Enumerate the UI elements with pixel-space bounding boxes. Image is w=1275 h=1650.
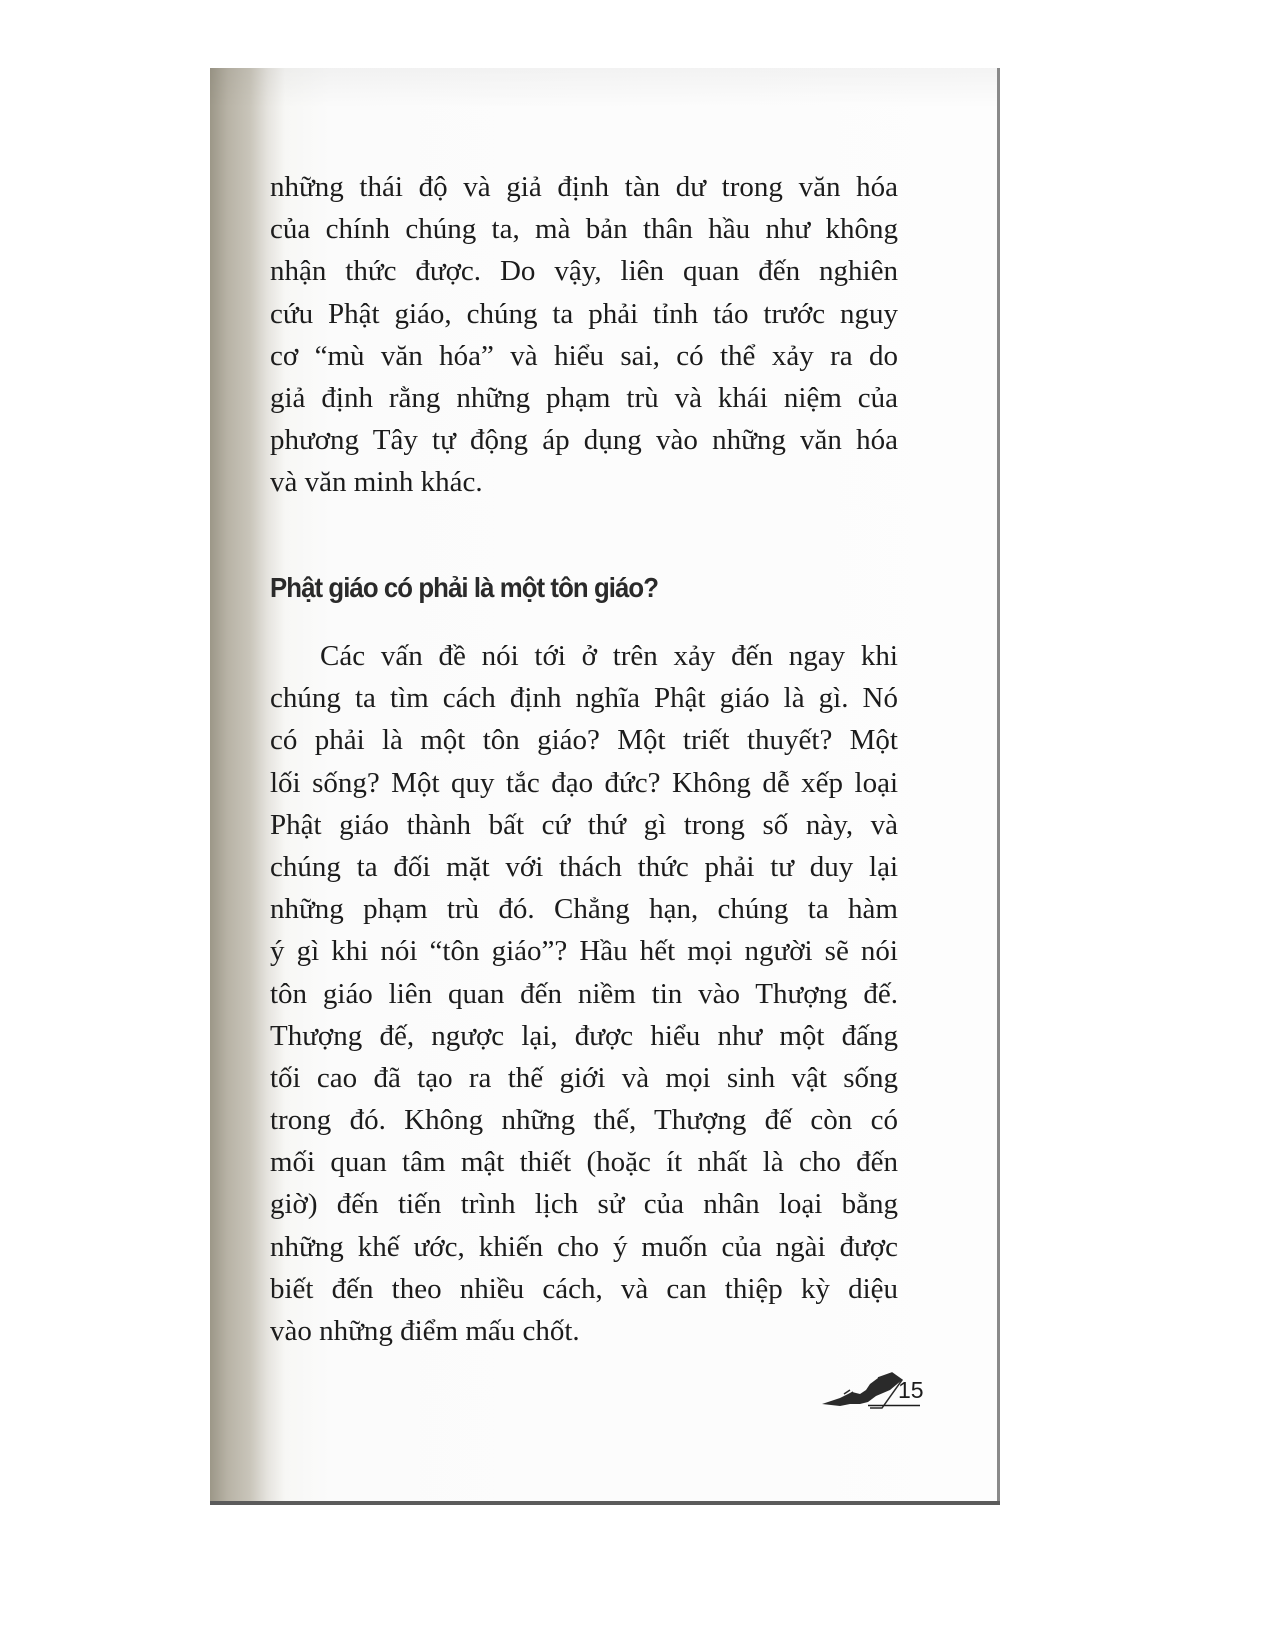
text-line: tôn giáo liên quan đến niềm tin vào Thượng đế. <box>270 977 898 1010</box>
page-shadow <box>210 68 1000 108</box>
text-line: mối quan tâm mật thiết (hoặc ít nhất là cho đến <box>270 1146 898 1179</box>
text-line: tối cao đã tạo ra thế giới và mọi sinh vật sống <box>270 1061 898 1094</box>
text-line: những phạm trù đó. Chẳng hạn, chúng ta hàm <box>270 893 898 926</box>
text-line: chúng ta tìm cách định nghĩa Phật giáo là gì. Nó <box>270 682 898 715</box>
text-line: phương Tây tự động áp dụng vào những văn hóa <box>270 424 898 457</box>
paragraph-1 <box>270 166 898 504</box>
section-heading: Phật giáo có phải là một tôn giáo? <box>270 572 659 603</box>
text-line: chúng ta đối mặt với thách thức phải tư duy lại <box>270 850 898 883</box>
text-line: vào những điểm mấu chốt. <box>270 1315 580 1347</box>
text-line: những khế ước, khiến cho ý muốn của ngài được <box>270 1230 898 1263</box>
text-line: cơ “mù văn hóa” và hiểu sai, có thể xảy ra do <box>270 339 898 372</box>
folio-rule <box>868 1404 920 1407</box>
text-line: nhận thức được. Do vậy, liên quan đến nghiên <box>270 255 898 288</box>
text-line: có phải là một tôn giáo? Một triết thuyết? Một <box>270 724 898 757</box>
text-line: Các vấn đề nói tới ở trên xảy đến ngay khi <box>320 640 898 672</box>
text-line: những thái độ và giả định tàn dư trong văn hóa <box>270 171 898 203</box>
text-line: ý gì khi nói “tôn giáo”? Hầu hết mọi người sẽ nói <box>270 935 898 968</box>
text-line: của chính chúng ta, mà bản thân hầu như không <box>270 213 898 246</box>
text-line: Phật giáo thành bất cứ thứ gì trong số này, và <box>270 808 898 841</box>
text-line: giả định rằng những phạm trù và khái niệm của <box>270 381 898 414</box>
text-line: Thượng đế, ngược lại, được hiểu như một đấng <box>270 1019 898 1052</box>
page-edge-bottom <box>210 1501 1000 1505</box>
text-line: lối sống? Một quy tắc đạo đức? Không dễ xếp loại <box>270 766 898 799</box>
text-line: trong đó. Không những thế, Thượng đế còn có <box>270 1104 898 1137</box>
text-line: và văn minh khác. <box>270 466 483 499</box>
page-edge-right <box>997 68 1000 1505</box>
paragraph-2 <box>270 635 898 1352</box>
text-line: biết đến theo nhiều cách, và can thiệp kỳ diệu <box>270 1272 898 1305</box>
page-number: 15 <box>898 1377 924 1403</box>
text-line: cứu Phật giáo, chúng ta phải tỉnh táo trước nguy <box>270 297 898 330</box>
text-line: giờ) đến tiến trình lịch sử của nhân loại bằng <box>270 1188 898 1221</box>
